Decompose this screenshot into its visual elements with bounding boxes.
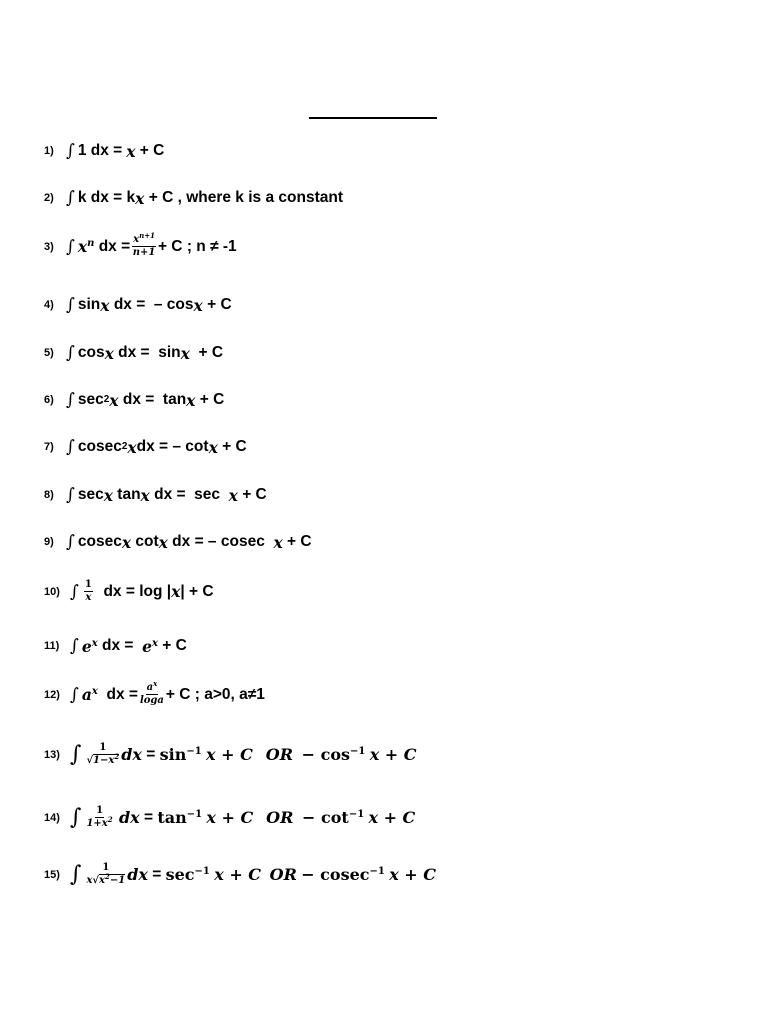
formula-6 <box>44 390 224 410</box>
formula-expression: ∫ $\frac{1}{x}$ dx = log | x | + C <box>70 579 214 603</box>
formula-number: 15) <box>44 868 60 881</box>
formula-expression: ∫ $\frac{1}{x√x^2-1}$ dx = $\sec^{-1}$ x + C OR − cosec$^{-1}$ x + C <box>70 862 437 887</box>
formula-expression: ∫ k dx = k x + C , where k is a constant <box>66 188 343 208</box>
formula-11 <box>44 636 187 656</box>
formula-number: 9) <box>44 536 54 548</box>
formula-number: 2) <box>44 192 54 204</box>
formula-expression: ∫ cosec x cot x dx = – cosec x + C <box>66 532 312 552</box>
formula-13 <box>44 742 417 767</box>
formula-number: 7) <box>44 441 54 453</box>
formula-expression: ∫ $\frac{1}{1+x^2}$ dx = $\tan^{-1}$ x + C OR − $\cot^{-1}$ x + C <box>70 805 416 830</box>
formula-expression: ∫ sin x dx = – cos x + C <box>66 295 232 315</box>
formula-expression: ∫ $e^x$ dx = $e^x$ + C <box>70 636 187 656</box>
formula-expression: ∫ sec 2 x dx = tan x + C <box>66 390 225 410</box>
formula-number: 12) <box>44 688 60 701</box>
formula-expression: ∫ $\frac{1}{√1-x^2}$ dx = $\sin^{-1}$ x + C OR − $\cos^{-1}$ x + C <box>70 742 417 767</box>
formula-12 <box>44 679 265 706</box>
formula-9 <box>44 532 312 552</box>
formula-number: 1) <box>44 145 54 157</box>
formula-number: 4) <box>44 299 54 311</box>
formula-number: 10) <box>44 585 60 598</box>
formula-4 <box>44 295 232 315</box>
title-underline <box>309 117 437 119</box>
formula-number: 6) <box>44 394 54 406</box>
formula-number: 11) <box>44 640 60 652</box>
formula-expression: ∫ $a^x$ dx = $\frac{a^x}{\log a}$ + C ; a>0, a≠1 <box>70 679 265 706</box>
formula-expression: ∫ cos x dx = sin x + C <box>66 343 224 363</box>
formula-number: 8) <box>44 489 54 501</box>
formula-10 <box>44 580 214 603</box>
formula-5 <box>44 343 223 363</box>
formula-number: 13) <box>44 748 60 761</box>
formula-14 <box>44 805 415 830</box>
formula-note: ; a>0, a≠1 <box>194 685 265 703</box>
formula-note: , where k is a constant <box>177 189 343 206</box>
formula-number: 3) <box>44 240 54 253</box>
formula-expression: ∫ 1 dx = x + C <box>66 141 165 161</box>
formula-expression: ∫ sec x tan x dx = sec x + C <box>66 485 267 505</box>
formula-note: ; n ≠ -1 <box>186 237 237 255</box>
formula-expression: ∫ $x^n$ dx = $\frac{x^{n+1}}{n+1}$ + C ; n ≠ -1 <box>66 231 237 258</box>
formula-15 <box>44 862 436 887</box>
formula-3 <box>44 231 237 258</box>
formula-7 <box>44 437 247 457</box>
formula-8 <box>44 485 267 505</box>
formula-1 <box>44 141 164 161</box>
formula-expression: ∫ cosec 2 x dx = – cot x + C <box>66 437 247 457</box>
formula-2 <box>44 188 343 208</box>
formula-number: 5) <box>44 347 54 359</box>
formula-number: 14) <box>44 811 60 824</box>
